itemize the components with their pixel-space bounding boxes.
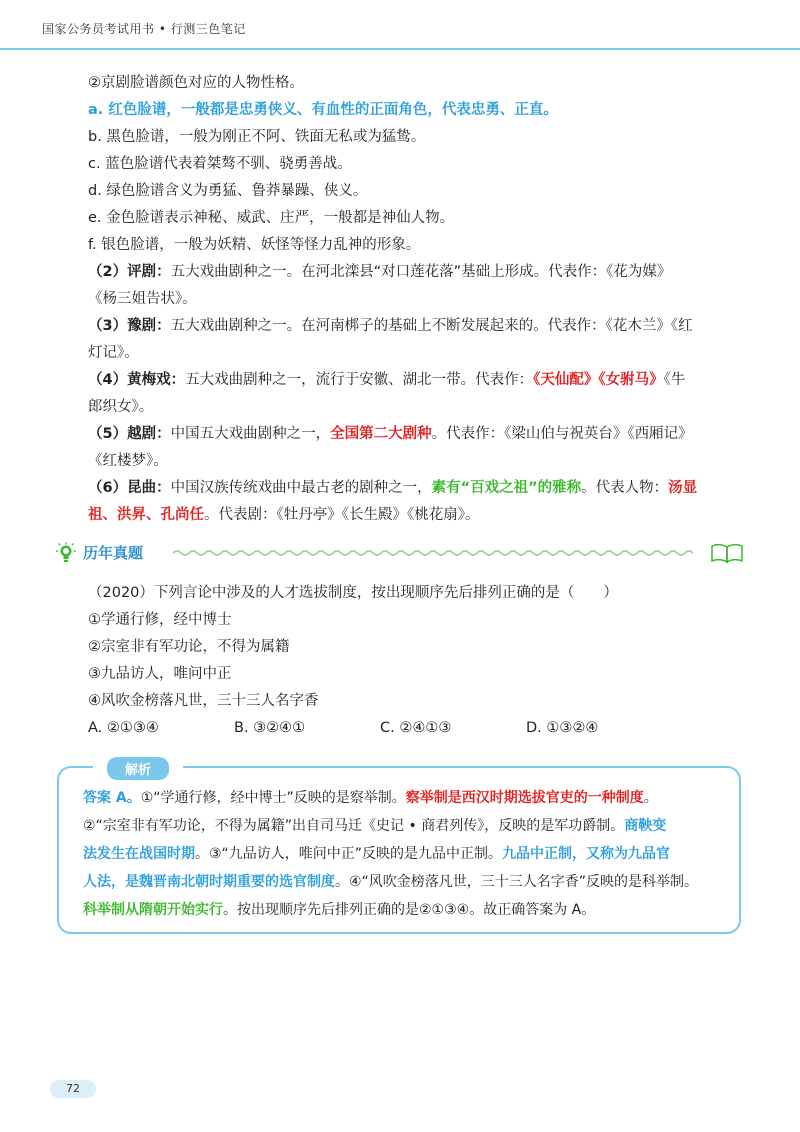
- yueju-label: （5）越剧：: [88, 426, 171, 442]
- line-e: e. 金色脸谱表示神秘、威武、庄严，一般都是神仙人物。: [88, 210, 455, 226]
- yuju-label: （3）豫剧：: [88, 318, 171, 334]
- page-number: 72: [50, 1080, 96, 1098]
- huangmei-line-2: 郎织女》。: [88, 399, 154, 415]
- options-row: [88, 715, 748, 742]
- yueju-line-2: 《红楼梦》。: [88, 453, 168, 469]
- kunqu-line-2: [88, 502, 748, 529]
- answer-text: 。按出现顺序先后排列正确的是②①③④。故正确答案为 A。: [223, 902, 596, 918]
- line-f: f. 银色脸谱，一般为妖精、妖怪等怪力乱神的形象。: [88, 237, 421, 253]
- section-title: 历年真题: [83, 544, 144, 562]
- answer-highlight: 法发生在战国时期: [83, 846, 195, 862]
- analysis-box: [57, 763, 741, 934]
- pingju-line-2: 《杨三姐告状》。: [88, 291, 197, 307]
- yuju-line-1: [88, 313, 748, 340]
- yueju-text: 中国五大戏曲剧种之一，: [170, 426, 331, 442]
- yueju-tail: 。代表作：《梁山伯与祝英台》《西厢记》: [431, 426, 693, 442]
- main-content: [88, 70, 748, 529]
- kunqu-label: （6）昆曲：: [88, 480, 171, 496]
- question-item: ④风吹金榜落凡世，三十三人名字香: [88, 693, 319, 709]
- answer-highlight: 科举制从隋朝开始实行: [83, 902, 223, 918]
- line-d: d. 绿色脸谱含义为勇猛、鲁莽暴躁、侠义。: [88, 183, 368, 199]
- analysis-line-3: [83, 840, 723, 868]
- section-header: [55, 540, 745, 570]
- kunqu-people-2: 祖、洪昇、孔尚任: [88, 507, 204, 523]
- answer-text: 。: [643, 790, 658, 806]
- kunqu-people-1: 汤显: [668, 480, 698, 496]
- answer-highlight: 察举制是西汉时期选拔官吏的一种制度: [405, 790, 644, 806]
- wave-divider: [173, 548, 705, 558]
- pingju-text: 五大戏曲剧种之一。在河北滦县“对口莲花落”基础上形成。代表作：《花为媒》: [170, 264, 672, 280]
- option-a: A. ②①③④: [88, 720, 159, 736]
- analysis-line-4: [83, 868, 723, 896]
- answer-text: 。④“风吹金榜落凡世，三十三人名字香”反映的是科举制。: [335, 874, 699, 890]
- answer-text: ②“宗室非有军功论，不得为属籍”出自司马迁《史记 • 商君列传》，反映的是军功爵制。: [83, 818, 625, 834]
- huangmei-tail: 《牛: [663, 372, 686, 388]
- kunqu-highlight: 素有“百戏之祖”的雅称: [431, 480, 582, 496]
- question-block: [88, 580, 748, 742]
- question-item: ②宗室非有军功论，不得为属籍: [88, 639, 290, 655]
- analysis-line-5: [83, 896, 723, 924]
- intro-line: ②京剧脸谱颜色对应的人物性格。: [88, 75, 304, 91]
- lightbulb-icon: [55, 542, 77, 564]
- option-d: D. ①③②④: [526, 720, 599, 736]
- answer-highlight: 商鞅变: [624, 818, 667, 834]
- answer-text: ①“学通行修，经中博士”反映的是察举制。: [140, 790, 406, 806]
- question-item: ③九品访人，唯问中正: [88, 666, 232, 682]
- analysis-line-2: [83, 812, 723, 840]
- pingju-label: （2）评剧：: [88, 264, 171, 280]
- answer-label: 答案 A。: [83, 790, 141, 806]
- yuju-line-2: 灯记》。: [88, 345, 139, 361]
- huangmei-label: （4）黄梅戏：: [88, 372, 186, 388]
- kunqu-works: 。代表剧：《牡丹亭》《长生殿》《桃花扇》。: [204, 507, 480, 523]
- huangmei-text: 五大戏曲剧种之一，流行于安徽、湖北一带。代表作：: [185, 372, 534, 388]
- line-a: a. 红色脸谱，一般都是忠勇侠义、有血性的正面角色，代表忠勇、正直。: [88, 102, 558, 118]
- kunqu-text: 中国汉族传统戏曲中最古老的剧种之一，: [170, 480, 432, 496]
- yueju-line-1: [88, 421, 748, 448]
- option-c: C. ②④①③: [380, 720, 452, 736]
- yueju-highlight: 全国第二大剧种: [330, 426, 432, 442]
- answer-highlight: 九品中正制，又称为九品官: [502, 846, 671, 862]
- huangmei-highlight: 《天仙配》《女驸马》: [533, 372, 664, 388]
- question-item: ①学通行修，经中博士: [88, 612, 232, 628]
- analysis-line-1: [83, 784, 723, 812]
- kunqu-line-1: [88, 475, 748, 502]
- analysis-text: [83, 784, 723, 924]
- pingju-line-1: [88, 259, 748, 286]
- analysis-label: 解析: [107, 757, 169, 780]
- header-rule: [0, 48, 800, 50]
- answer-text: 。③“九品访人，唯问中正”反映的是九品中正制。: [195, 846, 503, 862]
- option-b: B. ③②④①: [234, 720, 306, 736]
- question-stem: （2020）下列言论中涉及的人才选拔制度，按出现顺序先后排列正确的是（ ）: [88, 585, 618, 601]
- yuju-text: 五大戏曲剧种之一。在河南梆子的基础上不断发展起来的。代表作：《花木兰》《红: [170, 318, 693, 334]
- line-c: c. 蓝色脸谱代表着桀骜不驯、骁勇善战。: [88, 156, 352, 172]
- analysis-tab: [93, 757, 183, 780]
- open-book-icon: [710, 542, 744, 564]
- running-header: 国家公务员考试用书 • 行测三色笔记: [42, 22, 246, 36]
- kunqu-mid: 。代表人物：: [581, 480, 669, 496]
- answer-highlight: 人法，是魏晋南北朝时期重要的选官制度: [83, 874, 335, 890]
- line-b: b. 黑色脸谱，一般为刚正不阿、铁面无私或为猛鸷。: [88, 129, 426, 145]
- huangmei-line-1: [88, 367, 748, 394]
